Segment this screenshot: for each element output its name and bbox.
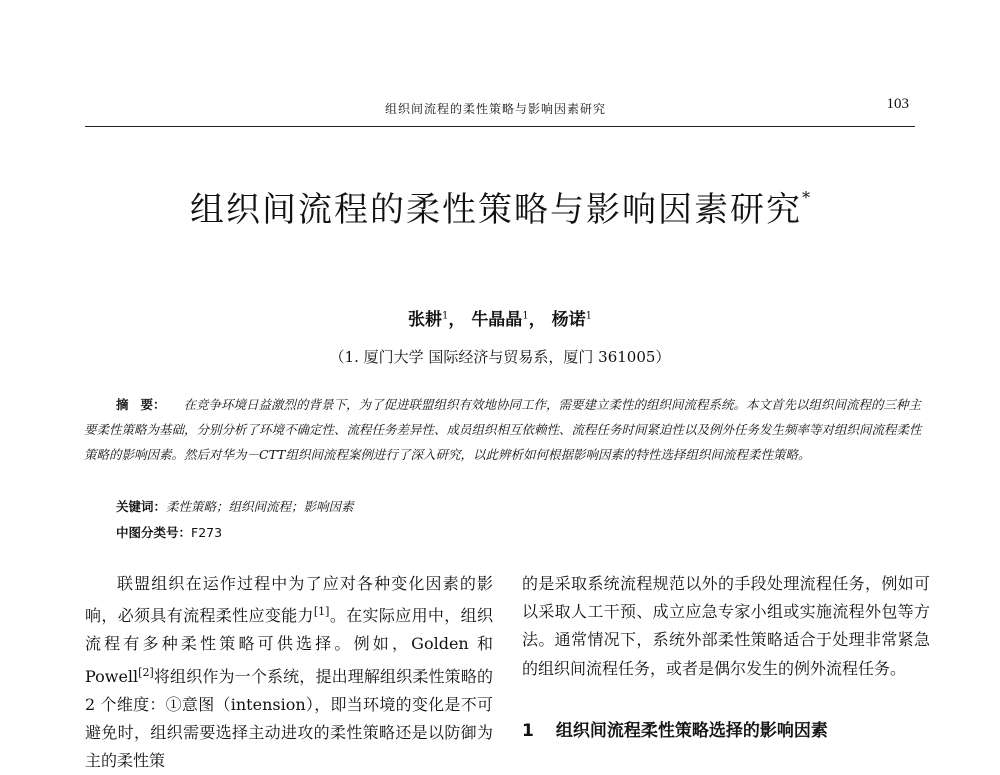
author-separator: ， — [448, 310, 466, 330]
clc-label: 中图分类号： — [116, 525, 192, 540]
keywords — [116, 497, 354, 515]
clc-value: F273 — [191, 525, 223, 540]
section-title: 组织间流程柔性策略选择的影响因素 — [555, 721, 828, 741]
author-separator: ， — [528, 310, 546, 330]
citation: [1] — [313, 605, 330, 619]
abstract-text: 在竞争环境日益激烈的背景下，为了促进联盟组织有效地协同工作，需要建立柔性的组织间流程系统。本文首先以组织间流程的三种主要柔性策略为基础，分别分析了环境不确定性、流程任务差异性、成员组织相互依赖性、流程任务时间紧迫性以及例外任务发生频率等对组织间流程柔性策略的影响因素。然后对华为－CTT组织间流程案例进行了深入研究，以此辨析如何根据影响因素的特性选择组织间流程柔性策略。 — [84, 397, 922, 462]
author-name: 牛晶晶 — [471, 310, 523, 330]
running-title: 组织间流程的柔性策略与影响因素研究 — [385, 102, 607, 116]
paragraph: 联盟组织在运作过程中为了应对各种变化因素的影响，必须具有流程柔性应变能力[1]。在实际应用中，组织流程有多种柔性策略可供选择。例如，Golden 和 Powell[2]将组织作为一个系统，提出理解组织柔性策略的 2 个维度：①意图（intension），即当环境的变化是不可避免时，组织需要选择主动进攻的柔性策略还是以防御为主的柔性策 — [85, 574, 493, 771]
article-title: 组织间流程的柔性策略与影响因素研究 — [190, 190, 802, 230]
body-column-left — [85, 570, 493, 775]
author-list — [0, 305, 1000, 330]
section-heading — [522, 716, 828, 741]
author-affil-mark: 1 — [522, 310, 529, 322]
author-name: 杨诺 — [551, 310, 586, 330]
author-name: 张耕 — [408, 310, 443, 330]
section-number: 1 — [522, 721, 534, 741]
page-number: 103 — [886, 96, 909, 112]
abstract — [84, 392, 922, 467]
classification — [116, 523, 222, 541]
keywords-label: 关键词： — [116, 499, 167, 514]
title-footnote-mark: * — [802, 188, 810, 207]
author-affil-mark: 1 — [442, 310, 449, 322]
keywords-text: 柔性策略；组织间流程；影响因素 — [166, 499, 354, 514]
title-block — [0, 182, 1000, 231]
running-header — [85, 96, 915, 127]
citation: [2] — [138, 665, 154, 679]
affiliation: （1. 厦门大学 国际经济与贸易系，厦门 361005） — [329, 348, 671, 366]
paragraph: 的是采取系统流程规范以外的手段处理流程任务，例如可以采取人工干预、成立应急专家小组或实施流程外包等方法。通常情况下，系统外部柔性策略适合于处理非常紧急的组织间流程任务，或者是偶尔发生的例外流程任务。 — [522, 574, 930, 678]
abstract-label: 摘 要： — [116, 397, 166, 412]
body-column-right — [522, 570, 930, 683]
author-affil-mark: 1 — [585, 310, 592, 322]
